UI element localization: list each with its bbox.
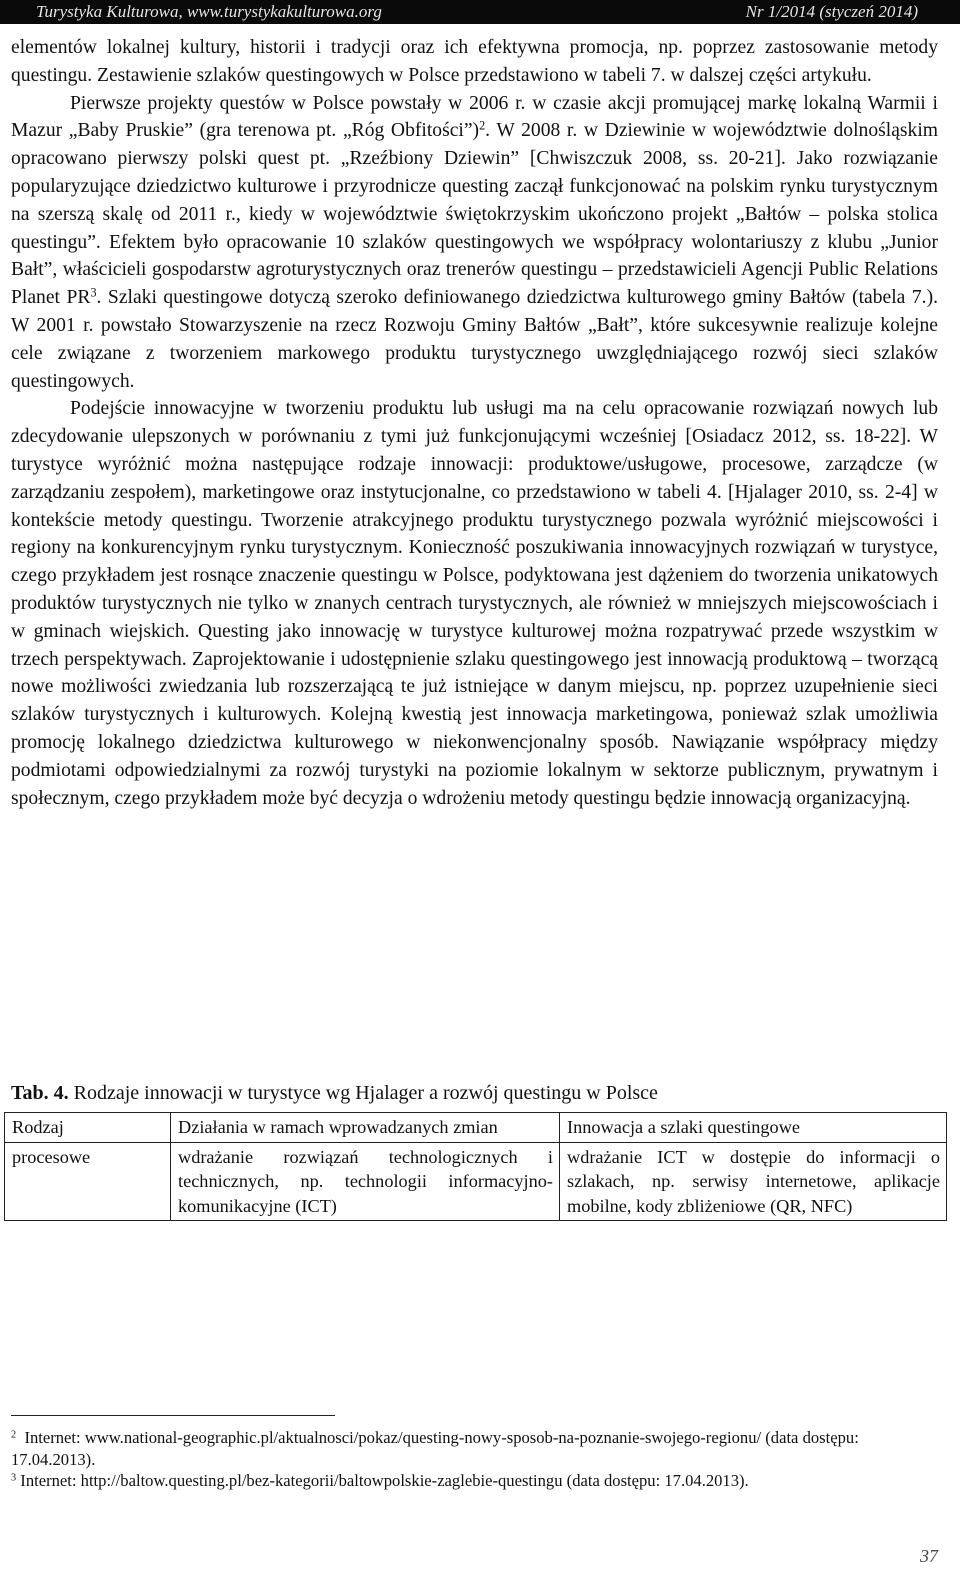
- journal-title: Turystyka Kulturowa, www.turystykakulturowa.org: [36, 2, 382, 21]
- issue-number: Nr 1/2014 (styczeń 2014): [745, 2, 918, 21]
- page-number: 37: [920, 1546, 938, 1566]
- footnote-text: Internet: http://baltow.questing.pl/bez-kategorii/baltowpolskie-zaglebie-questingu (data dostępu: 17.04.2013).: [20, 1471, 749, 1491]
- footnote-mark: 3: [11, 1472, 17, 1484]
- footnote-separator: [11, 1415, 335, 1416]
- footnote-text: Internet: www.national-geographic.pl/aktualnosci/pokaz/questing-nowy-sposob-na-poznanie-swojego-regionu/ (data dostępu: 17.04.2013).: [11, 1428, 859, 1469]
- article-body: [11, 34, 938, 812]
- table-caption: [11, 1080, 941, 1106]
- table-header-cell: Innowacja a szlaki questingowe: [560, 1113, 947, 1143]
- table-header-cell: Rodzaj: [5, 1113, 171, 1143]
- footnotes: [11, 1427, 946, 1492]
- table-header-row: [5, 1113, 947, 1143]
- table-cell: wdrażanie rozwiązań technologicznych i technicznych, np. technologii informacyjno-komunikacyjne (ICT): [171, 1142, 560, 1221]
- table-caption-text: Rodzaje innowacji w turystyce wg Hjalager a rozwój questingu w Polsce: [73, 1082, 658, 1104]
- running-header: [0, 0, 960, 24]
- paragraph-3-text: Podejście innowacyjne w tworzeniu produktu lub usługi ma na celu opracowanie rozwiązań nowych lub zdecydowanie ulepszonych w porównaniu z tymi już funkcjonującymi wcześniej [Osiadacz 2012, ss. 18-22]. W turystyce wyróżnić można następujące rodzaje innowacji: produktowe/usługowe, procesowe, zarządcze (w zarządzaniu zespołem), marketingowe oraz instytucjonalne, co przedstawiono w tabeli 4. [Hjalager 2010, ss. 2-4] w kontekście metody questingu. Tworzenie atrakcyjnego produktu turystycznego pozwala wyróżnić miejscowości i regiony na konkurencyjnym rynku turystycznym. Konieczność poszukiwania innowacyjnych rozwiązań w turystyce, czego przykładem jest rosnące znaczenie questingu w Polsce, podyktowana jest dążeniem do tworzenia unikatowych produktów turystycznych nie tylko w znanych centrach turystycznych, ale również w mniejszych miejscowościach i w gminach wiejskich. Questing jako innowację w turystyce kulturowej można rozpatrywać przede wszystkim w trzech perspektywach. Zaprojektowanie i udostępnienie szlaku questingowego jest innowacją produktową – tworzącą nowe możliwości zwiedzania lub rozszerzającą te już istniejące w danym miejscu, np. poprzez uzupełnienie sieci szlaków turystycznych i kulturowych. Kolejną kwestią jest innowacja marketingowa, ponieważ szlak umożliwia promocję lokalnego dziedzictwa kulturowego w niekonwencjonalny sposób. Nawiązanie współpracy między podmiotami odpowiedzialnymi za rozwój turystyki na poziomie lokalnym w sektorze publicznym, prywatnym i społecznym, czego przykładem może być decyzja o wdrożeniu metody questingu będzie innowacją organizacyjną.: [11, 398, 938, 809]
- innovation-table: [4, 1112, 947, 1221]
- paragraph-2-text-c: . Szlaki questingowe dotyczą szeroko definiowanego dziedzictwa kulturowego gminy Bałtów (tabela 7.). W 2001 r. powstało Stowarzyszenie na rzecz Rozwoju Gminy Bałtów „Bałt”, które sukcesywnie realizuje kolejne cele związane z tworzeniem markowego produktu turystycznego uwzględniającego rozwój sieci szlaków questingowych.: [11, 287, 938, 392]
- paragraph-2-text-b: . W 2008 r. w Dziewinie w województwie dolnośląskim opracowano pierwszy polski quest pt. „Rzeźbiony Dziewin” [Chwiszczuk 2008, ss. 20-21]. Jako rozwiązanie popularyzujące dziedzictwo kulturowe i przyrodnicze questing zaczął funkcjonować na polskim rynku turystycznym na szerszą skalę od 2011 r., kiedy w województwie świętokrzyskim ukończono projekt „Bałtów – polska stolica questingu”. Efektem było opracowanie 10 szlaków questingowych we współpracy wolontariuszy z klubu „Junior Bałt”, właścicieli gospodarstw agroturystycznych oraz trenerów questingu – przedstawicieli Agencji Public Relations Planet PR: [11, 120, 938, 309]
- footnote-ref-3[interactable]: 3: [90, 285, 97, 300]
- table-header-cell: Działania w ramach wprowadzanych zmian: [171, 1113, 560, 1143]
- table-caption-label: Tab. 4.: [11, 1082, 69, 1104]
- table-row: [5, 1142, 947, 1221]
- footnote-ref-2[interactable]: 2: [479, 118, 486, 133]
- table-cell: procesowe: [5, 1142, 171, 1221]
- paragraph-3: [11, 395, 938, 812]
- paragraph-1-text: elementów lokalnej kultury, historii i tradycji oraz ich efektywna promocja, np. poprzez zastosowanie metody questingu. Zestawienie szlaków questingowych w Polsce przedstawiono w tabeli 7. w dalszej części artykułu.: [11, 37, 938, 86]
- footnote-3: [11, 1470, 946, 1492]
- paragraph-2-text-a: Pierwsze projekty questów w Polsce powstały w 2006 r. w czasie akcji promującej markę lokalną Warmii i Mazur „Baby Pruskie” (gra terenowa pt. „Róg Obfitości”): [11, 92, 938, 142]
- paragraph-1: [11, 34, 938, 90]
- footnote-2: [11, 1427, 946, 1470]
- footnote-mark: 2: [11, 1429, 17, 1441]
- paragraph-2: [11, 90, 938, 396]
- table-cell: wdrażanie ICT w dostępie do informacji o szlakach, np. serwisy internetowe, aplikacje mobilne, kody zbliżeniowe (QR, NFC): [560, 1142, 947, 1221]
